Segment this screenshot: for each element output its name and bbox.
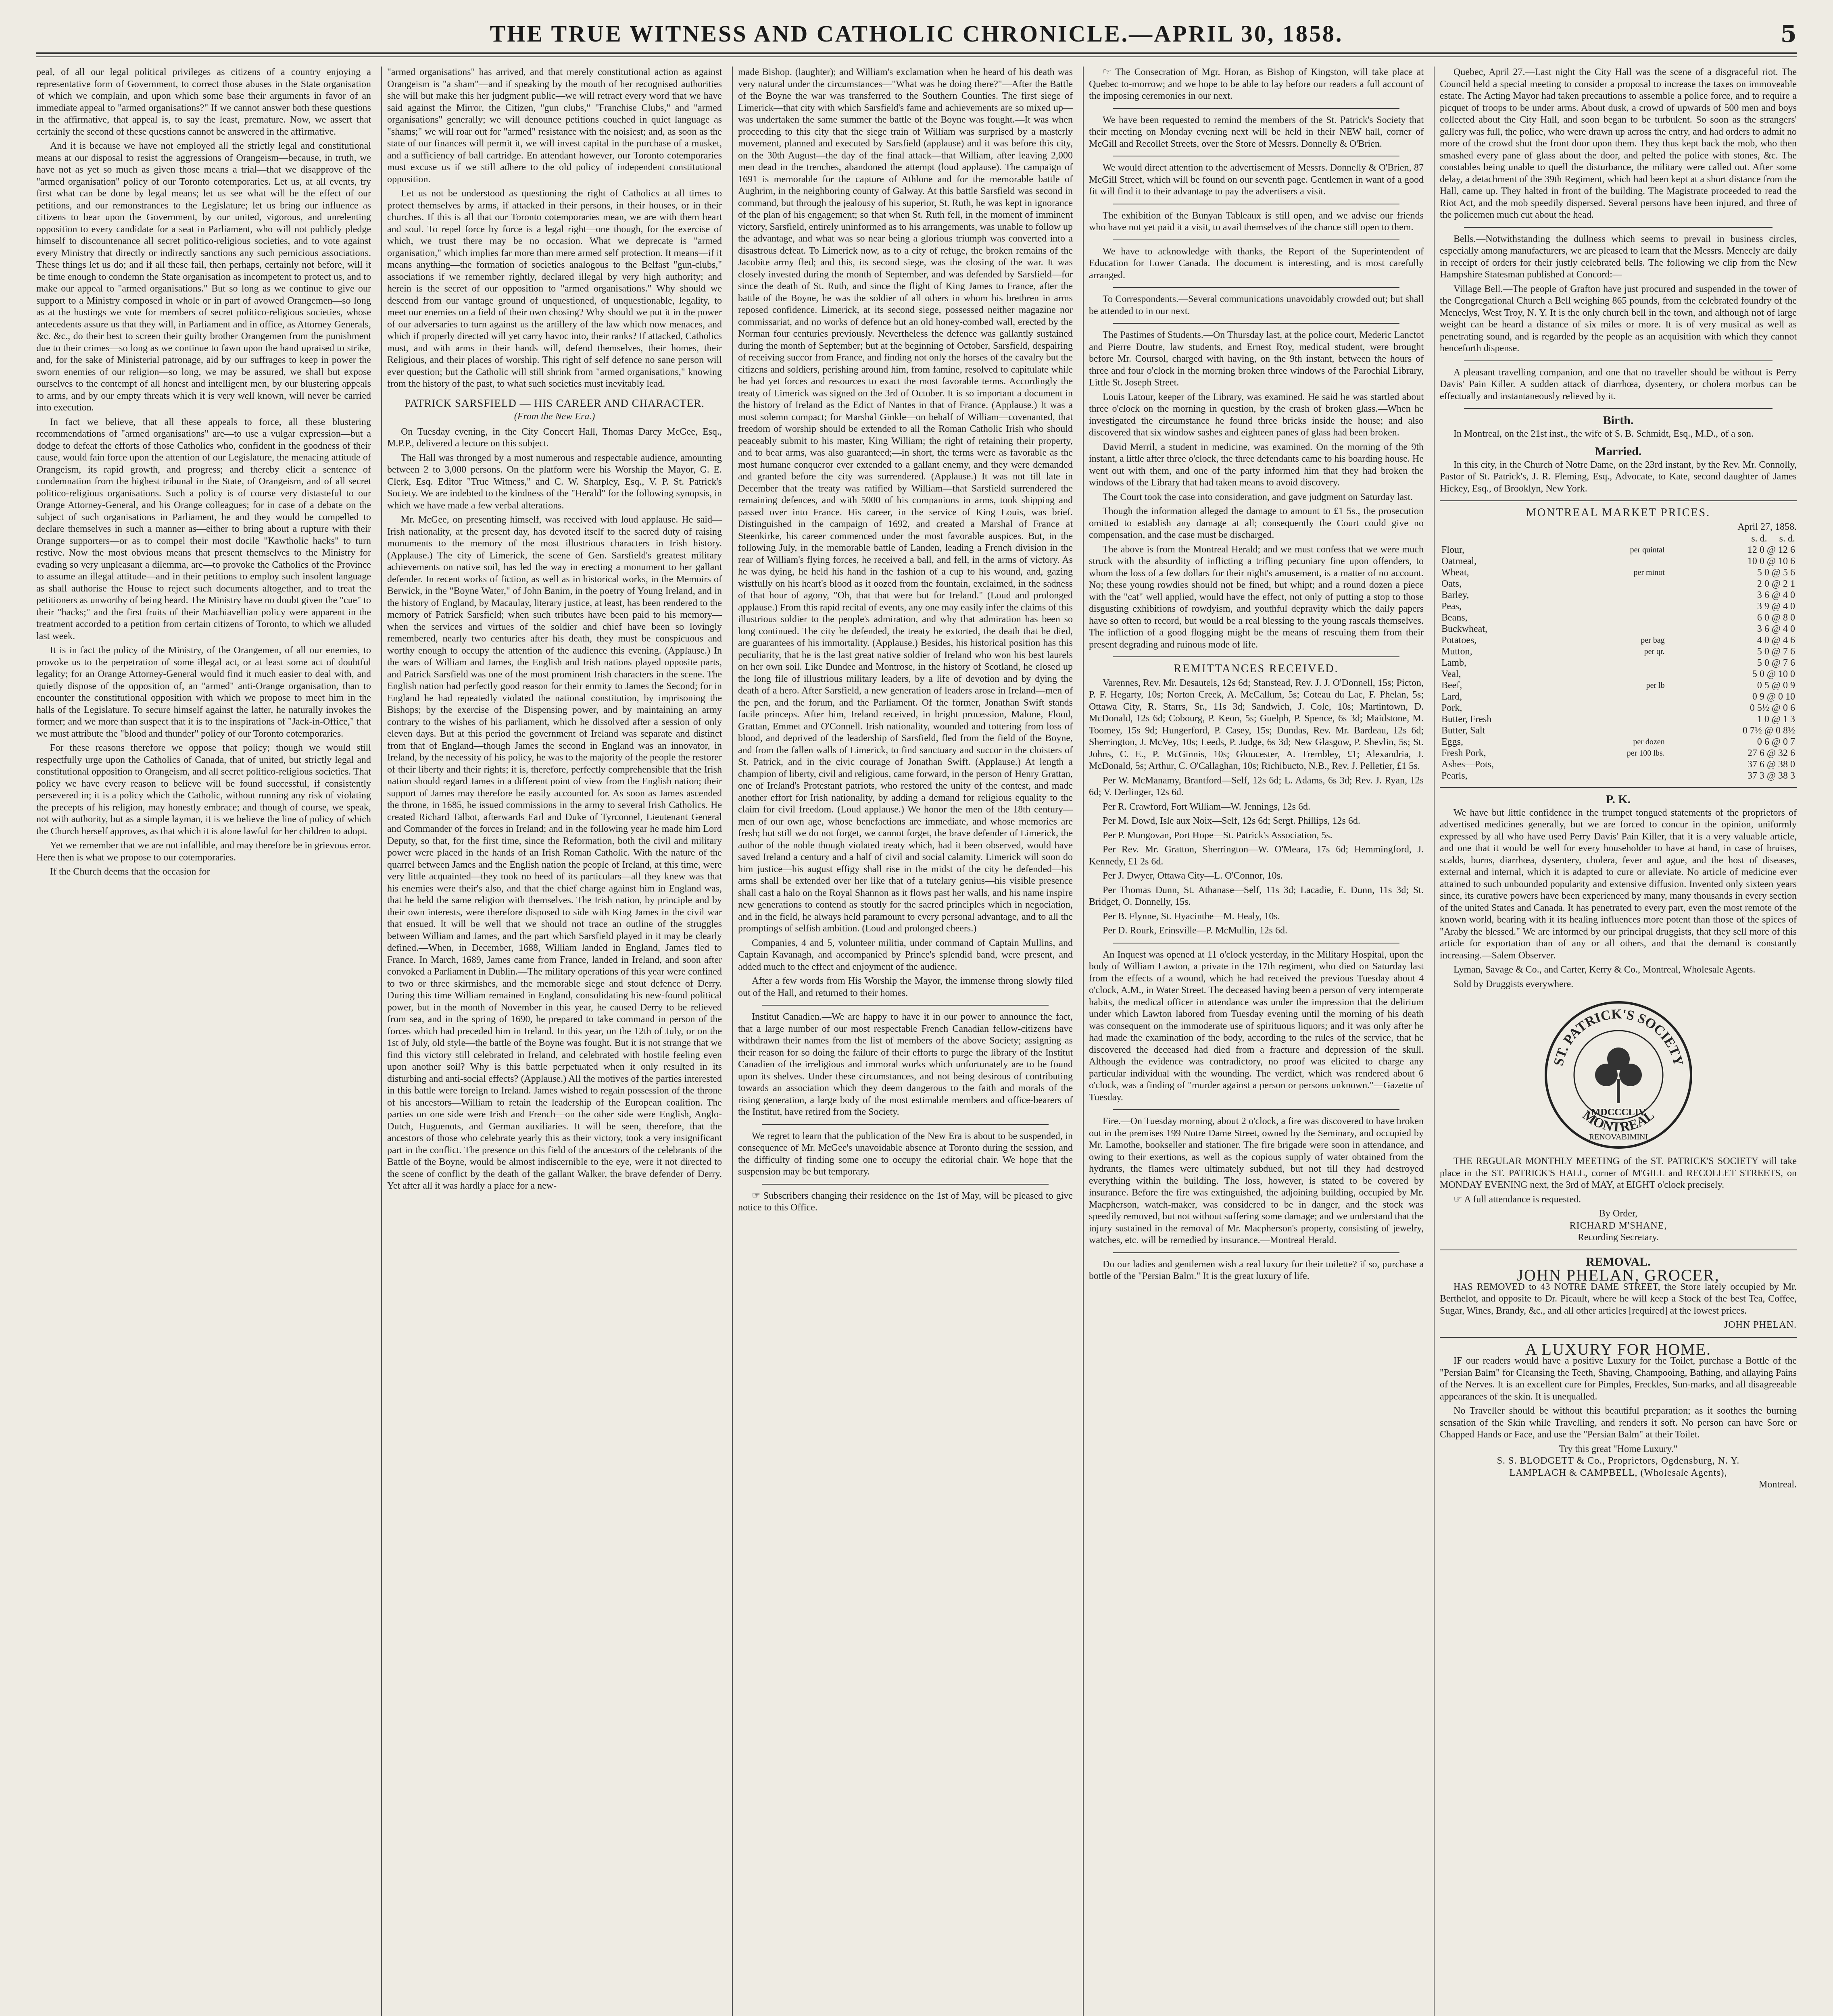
- remittances-heading: REMITTANCES RECEIVED.: [1174, 662, 1339, 675]
- column-divider: [732, 67, 733, 2016]
- society-meeting-note: ☞ A full attendance is requested.: [1453, 1194, 1581, 1205]
- market-price: 37 3 @ 38 3: [1747, 771, 1795, 781]
- market-unit: [1570, 578, 1666, 589]
- market-row: [1440, 759, 1797, 770]
- market-unit: [1570, 759, 1666, 770]
- remittances-item: Per D. Rourk, Erinsville—P. McMullin, 12s 6d.: [1103, 925, 1288, 936]
- market-item: Potatoes,: [1441, 635, 1477, 646]
- article-paragraph: "armed organisations" has arrived, and that merely constitutional action as against Orangeism is "a sham"—and if speaking by the mouth of her recognised authorities she will but make this her judgment public—we will retract every word that we have said against the Mirror, the Citizen, "gun clubs," "Franchise Clubs," and "armed organisations" generally; we will denounce petitions couched in quiet language as "shams;" we will roar out for "armed" resistance with the noisiest; and, as soon as the state of our finances will permit it, we will invest capital in the purchase of a musket, and a sufficiency of ball cartridge. En attendant however, our Toronto cotemporaries must excuse us if we still adhere to the old policy of independent constitutional opposition.: [387, 67, 722, 185]
- section-rule: [1464, 360, 1773, 361]
- market-item: Lard,: [1441, 691, 1462, 702]
- market-item: Peas,: [1441, 601, 1462, 612]
- phelan-advert: HAS REMOVED to 43 NOTRE DAME STREET, the Store lately occupied by Mr. Berthelot, and opposite to Dr. Picault, where he will keep a Stock of the best Tea, Coffee, Sugar, Wines, Brandy, &c., and all other articles [required] at the lowest prices.: [1440, 1281, 1797, 1316]
- article-paragraph: Louis Latour, keeper of the Library, was examined. He said he was startled about three o'clock on the morning in question, by the crash of broken glass.—When he investigated the circumstance he found three bricks inside the house; and also discovered that six window sashes and eighteen panes of glass had been broken.: [1089, 392, 1424, 438]
- section-rule: [1113, 108, 1399, 109]
- market-heading: MONTREAL MARKET PRICES.: [1526, 506, 1711, 519]
- notice-paragraph: ☞ The Consecration of Mgr. Horan, as Bishop of Kingston, will take place at Quebec to-morrow; and we hope to be able to lay before our readers a full account of the imposing ceremonies in our next.: [1089, 67, 1424, 101]
- section-rule: [1113, 287, 1399, 288]
- section-rule: [1113, 656, 1399, 657]
- market-unit: [1570, 589, 1666, 601]
- remittances-list: Varennes, Rev. Mr. Desautels, 12s 6d; Stanstead, Rev. J. J. O'Donnell, 15s; Picton, P. F. Hegarty, 10s; Norton Creek, A. McCallum, 5s; Coteau du Lac, F. Phelan, 5s; Ottawa City, R. Starrs, Sr., 11s 3d; Sandwich, J. Cole, 10s; Martintown, D. McDonald, 12s 6d; Cobourg, P. Keon, 5s; Guelph, P. Spence, 6s 3d; Maidstone, M. Toomey, 15s 9d; Hungerford, P. Casey, 15s; Dundas, Rev. Mr. Bardeau, 12s 6d; Sherrington, J. McVey, 10s; Leeds, P. Judge, 6s 3d; New Glasgow, P. Shevlin, 5s; St. Johns, C. E., P. McGinnis, 10s; Gloucester, A. Trembley, £1; Alexandria, J. McDonald, 5s; Arthur, C. O'Callaghan, 10s; Richibucto, N.B., Rev. J. Pelletier, £1 5s.: [1089, 677, 1424, 771]
- market-price: 0 7½ @ 0 8½: [1742, 725, 1795, 736]
- notice-paragraph: We have been requested to remind the members of the St. Patrick's Society that their meeting on Monday evening next will be held in their NEW hall, corner of McGill and Recollet Streets, over the Store of Messrs. Donnelly & O'Brien.: [1089, 115, 1424, 149]
- section-rule: [1440, 787, 1797, 788]
- article-paragraph: Let us not be understood as questioning the right of Catholics at all times to protect themselves by arms, if attacked in their persons, in their houses, or in their churches. If this is all that our Toronto cotemporaries mean, we are with them heart and soul. To repel force by force is a legal right—one though, for the exercise of which, we trust there may be no occasion. What we deprecate is "armed organisation," which implies far more than mere armed self protection. It means—if it means anything—the formation of societies analogous to the Belfast "gun-clubs," associations if we remember rightly, declared illegal by very high authority; and herein is the secret of our opposition to "armed organisations." Why should we descend from our vantage ground of unquestioned, of unquestionable, legality, to meet our enemies on a field of their own chosing? Why should we put it in the power of our adversaries to turn against us the artillery of the law which now menaces, and which if properly directed will yet carry havoc into, their ranks? If attacked, Catholics must, and with arms in their hands will, defend themselves, their homes, their Religious, and their places of worship. This right of self defence no sane person will ever question; but the Catholic will still shrink from "armed organisations," knowing from the history of the past, to what such societies must inevitably lead.: [387, 188, 722, 389]
- article-paragraph: Companies, 4 and 5, volunteer militia, under command of Captain Mullins, and Captain Kavanagh, and accompanied by Prince's splendid band, were present, and added much to the effect and enjoyment of the audience.: [738, 937, 1073, 972]
- pk-agents: Lyman, Savage & Co., and Carter, Kerry & Co., Montreal, Wholesale Agents.: [1453, 964, 1756, 975]
- society-meeting-order: By Order,: [1599, 1208, 1637, 1219]
- section-rule: [1113, 1109, 1399, 1110]
- section-rule: [1440, 500, 1797, 501]
- article-paragraph: On Tuesday evening, in the City Concert Hall, Thomas Darcy McGee, Esq., M.P.P., delivered a lecture on this subject.: [387, 426, 722, 449]
- market-price: 3 9 @ 4 0: [1757, 601, 1795, 612]
- article-paragraph: The Pastimes of Students.—On Thursday last, at the police court, Mederic Lanctot and Pierre Doutre, law students, and Ernest Roy, medical student, were brought before Mr. Coursol, charged with having, on the 9th instant, between the hours of three and four o'clock in the morning broken three windows of the Parochial Library, Little St. Joseph Street.: [1089, 330, 1424, 388]
- market-item: Wheat,: [1441, 567, 1469, 578]
- column-divider: [381, 67, 382, 2016]
- market-row: [1440, 578, 1797, 589]
- luxury-city: Montreal.: [1759, 1479, 1797, 1490]
- luxury-slogan: Try this great "Home Luxury.": [1559, 1443, 1678, 1454]
- article-paragraph: Do our ladies and gentlemen wish a real luxury for their toilette? if so, purchase a bottle of the "Persian Balm." It is the great luxury of life.: [1089, 1259, 1424, 1281]
- remittances-item: Per M. Dowd, Isle aux Noix—Self, 12s 6d; Sergt. Phillips, 12s 6d.: [1103, 816, 1360, 826]
- article-paragraph: Bells.—Notwithstanding the dullness which seems to prevail in business circles, especially among manufacturers, we are pleased to learn that the Messrs. Meneely are daily in receipt of orders for their justly celebrated bells. The following we clip from the New Hampshire Statesman published at Concord:—: [1440, 233, 1797, 280]
- column-3: [738, 67, 1073, 2016]
- market-row: [1440, 612, 1797, 623]
- section-rule: [1113, 1252, 1399, 1253]
- section-rule: [1113, 323, 1399, 324]
- market-row: [1440, 714, 1797, 725]
- market-row: [1440, 770, 1797, 781]
- article-paragraph: After a few words from His Worship the Mayor, the immense throng slowly filed out of the Hall, and returned to their homes.: [738, 976, 1073, 998]
- notice-paragraph: To Correspondents.—Several communications unavoidably crowded out; but shall be attended to in our next.: [1089, 294, 1424, 317]
- pk-sold: Sold by Druggists everywhere.: [1453, 979, 1574, 989]
- phelan-signature: JOHN PHELAN.: [1724, 1320, 1797, 1330]
- market-item: Pork,: [1441, 703, 1462, 713]
- masthead-rule: [36, 56, 1797, 57]
- market-item: Oats,: [1441, 579, 1462, 589]
- remittances-item: Per Thomas Dunn, St. Athanase—Self, 11s 3d; Lacadie, E. Dunn, 11s 3d; St. Bridget, O. Donnelly, 15s.: [1089, 885, 1424, 907]
- market-unit: per quintal: [1630, 546, 1665, 554]
- market-row: [1440, 702, 1797, 714]
- market-row: [1440, 748, 1797, 759]
- market-rows: [1440, 544, 1797, 781]
- article-paragraph: made Bishop. (laughter); and William's exclamation when he heard of his death was very natural under the circumstances—"What was he doing there?"—After the Battle of the Boyne the war was transferred to the Southern Counties. The first siege of Limerick—that city with which Sarsfield's fame and achievements are so mixed up—was undertaken the same summer the battle of the Boyne was fought.—It was when proceeding to this city that the siege train of William was surprised by a masterly movement, planned and executed by Sarsfield (applause) and it was before this city, on the 30th August—the day of the final attack—that William, after leaving 2,000 men dead in the trenches, abandoned the attempt (loud applause). The campaign of 1691 is memorable for the capture of Athlone and for the memorable battle of Aughrim, in the neighboring county of Galway. At this battle Sarsfield was second in command, but through the jealousy of his superior, St. Ruth, he was kept in ignorance of the plan of his engagement; so that when St. Ruth fell, in the moment of imminent victory, Sarsfield, entirely uninformed as to his arrangements, was unable to follow up the advantage, and what was so near being a glorious triumph was converted into a disastrous defeat. To Limerick now, as to a city of refuge, the broken remains of the Jacobite army fled; and this, its second siege, was the closing of the war. It was closely invested during the month of September, and was defended by Sarsfield—for since the death of St. Ruth, and since the flight of King James to France, after the battle of the Boyne, he was the soldier of all others in whom his brethren in arms reposed confidence. Limerick, at its second siege, possessed neither magazine nor commissariat, and no works of defence but an old honey-combed wall, erected by the Norman four centuries previously. Nevertheless the defence was gallantly sustained during the month of September; but at the beginning of October, Sarsfield, despairing of receiving succor from France, and finding not only the horses of the cavalry but the citizens and soldiers, perishing around him, from famine, resolved to capitulate while he had yet forces and resources to exact the most favorable terms. Accordingly the treaty of Limerick was signed on the 3rd of October. It is so important a document in the history of Ireland as the Edict of Nantes in that of France. (Applause.) It was a most solemn compact; for Marshal Ginkle—on behalf of William—covenanted, that freedom of worship should be extended to all the Roman Catholic Irish who should peaceably submit to his master, King William; the right of retaining their property, and to bear arms, was also guaranteed;—in short, the terms were as favorable as the most humane conqueror ever extended to a gallant enemy, and they were demanded and granted before the city was surrendered. (Applause.) It was not till late in December that the treaty was ratified by William—that Sarsfield surrendered the remaining defences, and with 5000 of his companions in arms, took shipping and passed over into France. His career, in the service of King Louis, was brief. Distinguished in the campaign of 1692, and created a Marshal of France at Steenkirke, his career commenced under the most favorable auspices. But, in the following July, in the memorable battle of Landen, leading a French division in the rear of William's flying forces, he received a ball, and fell, in the arms of victory. As he was dying, he held his hand in the fashion of a cup to his wound, and, gazing wistfully on his heart's blood as it oozed from the fountain, exclaimed, in the sadness of that hour of agony, "Oh, that that were but for Ireland." (Loud and prolonged applause.) From this rapid recital of events, any one may easily infer the claims of this illustrious soldier to the people's admiration, and why that admiration has been so long continued. The city he defended, the treaty he extorted, the death that he died, are guarantees of his immortality. (Applause.) Besides, his historical position has this peculiarity, that he is the last great native soldier of Ireland who won his best laurels on her own soil. Like Dundee and Montrose, in the history of Scotland, he closed up the long file of illustrious military leaders, by a life of devotion and by dying the death of a hero. After Sarsfield, a new generation of leaders arose in Ireland—men of the pen, and the forum, and the Parliament. Of the former, Jonathan Swift stands facile princeps. After him, Ireland received, in bright procession, Malone, Flood, Grattan, Emmet and O'Connell. Irish nationality, wounded and tottering from loss of blood, and deprived of the leadership of Sarsfield, fled from the field of the Boyne, and from the fallen walls of Limerick, to find sanctuary and succor in the cloisters of St. Patrick, and in the civic courage of Jonathan Swift. (Applause.) At length a champion of liberty, civil and religious, came forward, in the person of Henry Grattan, one of Ireland's Protestant patriots, who restored the unity of the contest, and made another effort for Irish nationality, by adding a demand for religious equality to the claim for civil freedom. (Loud applause.) We honor the men of the 18th century—men of our own age, whose benefactions are immediate, and whose memories are fresh; but still we do not forget, we cannot forget, the brave defender of Limerick, the author of the noble though violated treaty which, had it been observed, would have saved Ireland a century and a half of civil and social calamity. Limerick will soon do him justice—his august effigy shall rise in the midst of the city he defended—his arms shall be extended over her like that of a tutelary genius—his visible presence shall cast a halo on the Royal Shannon as it flows past her walls, and his name inspire new generations to contend as stoutly for the sacred principles which in negociation, and in the field, he always held paramount to every personal advantage, and to all the promptings of selfish ambition. (Loud and prolonged cheers.): [738, 67, 1073, 934]
- market-price: 10 0 @ 10 6: [1747, 556, 1795, 566]
- market-unit: [1570, 691, 1666, 702]
- market-price: 5 0 @ 7 6: [1757, 658, 1795, 668]
- market-row: [1440, 635, 1797, 646]
- article-paragraph: And it is because we have not employed all the strictly legal and constitutional means at our disposal to resist the aggressions of Orangeism—because, in truth, we have not as yet so much as given those means a trial—that we disapprove of the "armed organisation" policy of our Toronto cotemporaries. Let us, at all events, try first what can be done by legal means; let us see what will be the effect of our petitions, and our remonstrances to the Legislature; let us bring our influence as citizens to bear upon the Government, by our united, vigorous, and unrelenting opposition to every candidate for a seat in Parliament, who will not publicly pledge himself to discountenance all secret politico-religious societies, and to vote against every Ministry that directly or indirectly sanctions any such pernicious associations. These things let us do; and if all these fail, then perhaps, certainly not before, will it be time enough to condemn the State organisation as incompetent to protect us, and to make our appeal to "armed organisations." But so long as we continue to give our support to a Ministry composed in whole or in part of avowed Orangemen—so long as at the hustings we vote for members of secret politico-religious societies, whose antecedents assure us that they will, in Parliament and in office, as Attorney Generals, &c. &c., do their best to screen their guilty brother Orangemen from the punishment due to their crimes—so long as we continue to fawn upon the hand upraised to strike, and, for the sake of Ministerial patronage, aid by our suffrages to keep in power the sworn enemies of our religion—so long, we may be assured, we shall but expose ourselves to the contempt of all honest and intelligent men, by our blustering appeals to arms, and by our empty threats which it is very well known, will never be carried into execution.: [36, 141, 371, 413]
- market-item: Barley,: [1441, 590, 1469, 600]
- birth-notice: In Montreal, on the 21st inst., the wife of S. B. Schmidt, Esq., M.D., of a son.: [1453, 428, 1754, 439]
- market-item: Flour,: [1441, 545, 1465, 555]
- market-price: 5 0 @ 5 6: [1757, 567, 1795, 578]
- market-row: [1440, 646, 1797, 657]
- column-divider: [1083, 67, 1084, 2016]
- market-unit: [1570, 657, 1666, 669]
- market-price: 1 0 @ 1 3: [1757, 714, 1795, 725]
- market-row: [1440, 589, 1797, 601]
- remittances-item: Per W. McManamy, Brantford—Self, 12s 6d; L. Adams, 6s 3d; Rev. J. Ryan, 12s 6d; V. Derlinger, 12s 6d.: [1089, 775, 1424, 798]
- market-unit: [1570, 612, 1666, 623]
- seal-bottom-text: MONTREAL: [1579, 1107, 1657, 1135]
- article-paragraph: It is in fact the policy of the Ministry, of the Orangemen, of all our enemies, to provoke us to the perpetration of some illegal act, or at least some act of doubtful legality; for an Orange Attorney-General would find it much easier to deal with, and quietly dispose of the opposition of, an "armed" anti-Orange organisation, than to encounter the constitutional opposition with which we propose to meet him in the halls of the Legislature. To secure himself against the latter, he naturally invokes the former; and we more than suspect that it is to the inspirations of "Jack-in-Office," that we must attribute the "blood and thunder" policy of our Toronto cotemporaries.: [36, 645, 371, 739]
- market-unit: [1570, 623, 1666, 635]
- birth-heading: Birth.: [1603, 414, 1634, 427]
- market-row: [1440, 601, 1797, 612]
- article-headline: PATRICK SARSFIELD — HIS CAREER AND CHARACTER.: [405, 397, 705, 409]
- market-price: 4 0 @ 4 6: [1757, 635, 1795, 646]
- market-unit: per lb: [1646, 681, 1665, 690]
- luxury-proprietors: S. S. BLODGETT & Co., Proprietors, Ogdensburg, N. Y.: [1497, 1456, 1740, 1466]
- article-paragraph: Fire.—On Tuesday morning, about 2 o'clock, a fire was discovered to have broken out in the premises 199 Notre Dame Street, owned by the Seminary, and occupied by Mr. Lamothe, bookseller and stationer. The fire brigade were soon in attendance, and owing to their exertions, as well as the copious supply of water obtained from the hydrants, the flames were ultimately subdued, but not till they had destroyed everything within the building. The loss, however, is stated to be covered by insurance. Before the fire was extinguished, the adjoining building, occupied by Mr. Macpherson, watch-maker, was considered to be in danger, and the stock was speedily removed, but not without suffering some damage; and we understand that the injury sustained in the removal of Mr. Macpherson's property, consisting of jewelry, watches, etc. will be remedied by insurance.—Montreal Herald.: [1089, 1116, 1424, 1245]
- market-item: Beans,: [1441, 612, 1468, 623]
- article-paragraph: The Court took the case into consideration, and gave judgment on Saturday last.: [1103, 492, 1413, 502]
- society-secretary-title: Recording Secretary.: [1577, 1232, 1659, 1243]
- market-row: [1440, 691, 1797, 702]
- society-meeting-notice: THE REGULAR MONTHLY MEETING of the ST. PATRICK'S SOCIETY will take place in the ST. PATRICK'S HALL, corner of M'GILL and RECOLLET STREETS, on MONDAY EVENING next, the 3rd of MAY, at EIGHT o'clock precisely.: [1440, 1156, 1797, 1190]
- market-price: 37 6 @ 38 0: [1747, 759, 1795, 770]
- st-patricks-society-seal: [1542, 998, 1695, 1152]
- market-row: [1440, 556, 1797, 567]
- market-item: Pearls,: [1441, 771, 1468, 781]
- column-4: [1089, 67, 1424, 2016]
- seal-year: MDCCCLIV: [1591, 1107, 1645, 1118]
- column-divider: [1434, 67, 1435, 2016]
- market-item: Mutton,: [1441, 646, 1472, 657]
- market-price: 6 0 @ 8 0: [1757, 612, 1795, 623]
- seal-inner-ring: [1574, 1031, 1663, 1119]
- seal-top-text: ST. PATRICK'S SOCIETY: [1551, 1006, 1686, 1067]
- article-paragraph: peal, of all our legal political privileges as citizens of a country enjoying a representative form of Government, to correct those abuses in the State organisation of which we complain, and upon which some base their arguments in favor of an immediate appeal to "armed organisations?" If we cannot answer both these questions in the affirmative, that appeal is, to say the least, premature. Now, we assert that certainly the second of these questions cannot be answered in the affirmative.: [36, 67, 371, 137]
- article-paragraph: In fact we believe, that all these appeals to force, all these blustering recommendations of "armed organisations" are—to use a vulgar expression—but a dodge to defeat the efforts of those Catholics who, confident in the goodness of their cause, would fain force upon the attention of our Legislature, the menacing attitude of Orangeism, its rapid growth, and progress; and thereby elicit a sentence of condemnation from the highest tribunal in the State, of Orangeism, and of all secret politico-religious organisations. Such a policy is of course very distasteful to our Orange Attorney-General, and his Orange colleagues; for in case of a debate on the subject of such organisations in Parliament, he and they would be compelled to declare themselves in such a manner as—either to bring about a rupture with their Orange supporters—or as to compel their most docile "Kawtholic hacks" to turn restive. Now the most obvious means that present themselves to the Ministry for evading so very unpleasant a dilemma, are—to provoke the Catholics of the Province to assume an illegal attitude—and in their petitions to employ such insolent language as shall authorise the House to reject such documents altogether, and to treat the petitioners as unworthy of being heard. The Ministry have no doubt given the "cue" to their "hacks;" and the first fruits of their Machiavellian policy were apparent in the treatment accorded to a petition from certain citizens of Toronto, to which we alluded last week.: [36, 417, 371, 641]
- article-paragraph: The above is from the Montreal Herald; and we must confess that we were much struck with the absurdity of inflicting a trifling pecuniary fine upon offenders, to whom the loss of a few dollars for their night's amusement, is a matter of no account. No; these young rowdies should not be fined, but whipt; and a round dozen a piece with the "cat" well applied, would have the effect, not only of putting a stop to those disgusting exhibitions of rowdyism, and youthful depravity which the daily papers have so often to record, but would be a real blessing to the young rascals themselves. The infliction of a good flogging might be the means of rescuing them from their present degrading and ruinous mode of life.: [1089, 544, 1424, 650]
- remittances-item: Per P. Mungovan, Port Hope—St. Patrick's Association, 5s.: [1103, 830, 1333, 841]
- article-paragraph: An Inquest was opened at 11 o'clock yesterday, in the Military Hospital, upon the body of William Lawton, a private in the 17th regiment, who died on Saturday last from the effects of a wound, which he had received the previous Tuesday about 4 o'clock, A.M., in Water Street. The deceased having been a person of very intemperate habits, the medical officer in attendance was under the impression that the delirium under which Lawton labored from Tuesday evening until the morning of his death was consequent on the immoderate use of spirituous liquors; and it was only after he had made the examination of the body, according to the rules of the service, that he discovered the deceased had died from a fracture and depression of the skull. Although the evidence was contradictory, no proof was elicited to charge any particular individual with the wounding. The verdict, which was rendered about 6 o'clock, was a finding of "murder against a person or persons unknown."—Gazette of Tuesday.: [1089, 949, 1424, 1103]
- market-unit: per 100 lbs.: [1627, 749, 1665, 758]
- pk-heading: P. K.: [1606, 793, 1631, 806]
- article-paragraph: David Merril, a student in medicine, was examined. On the morning of the 9th instant, a little after three o'clock, the three defendants came to his boarding house. He went out with them, and one of the party informed him that they had broken the windows of the Library that had taken means to avoid discovery.: [1089, 442, 1424, 488]
- masthead-title: THE TRUE WITNESS AND CATHOLIC CHRONICLE.—APRIL 30, 1858.: [490, 21, 1343, 47]
- article-paragraph: The Hall was thronged by a most numerous and respectable audience, amounting between 2 to 3,000 persons. On the platform were his Worship the Mayor, G. E. Clerk, Esq. Editor "True Witness," and C. W. Sharpley, Esq., V. P. St. Patrick's Society. We are indebted to the kindness of the "Herald" for the following synopsis, in which we have made a few verbal alterations.: [387, 452, 722, 511]
- market-item: Lamb,: [1441, 658, 1466, 668]
- market-item: Beef,: [1441, 680, 1462, 691]
- remittances-item: Per J. Dwyer, Ottawa City—L. O'Connor, 10s.: [1103, 871, 1283, 881]
- seal-motto: RENOVABIMINI: [1589, 1133, 1648, 1141]
- notice-paragraph: The exhibition of the Bunyan Tableaux is still open, and we advise our friends who have not yet paid it a visit, to avail themselves of the chance still open to them.: [1089, 210, 1424, 233]
- market-item: Ashes—Pots,: [1441, 759, 1494, 770]
- market-unit: per minot: [1633, 568, 1665, 577]
- market-row: [1440, 544, 1797, 556]
- article-paragraph: We regret to learn that the publication of the New Era is about to be suspended, in consequence of Mr. McGee's unavoidable absence at Toronto during the session, and the difficulty of finding some one to occupy the editorial chair. We hope that the suspension may be but temporary.: [738, 1131, 1073, 1177]
- market-price: 27 6 @ 32 6: [1747, 748, 1795, 758]
- market-unit: per qr.: [1644, 647, 1665, 656]
- market-price: 0 6 @ 0 7: [1757, 737, 1795, 747]
- article-paragraph: Mr. McGee, on presenting himself, was received with loud applause. He said—Irish nationality, at the present day, has devoted itself to the sacred duty of raising monuments to the memory of the most illustrious characters in Irish history. (Applause.) The city of Limerick, the scene of Gen. Sarsfield's greatest military achievements on native soil, has led the way in erecting a monument to her gallant defender. In recent works of fiction, as well as in historical works, in the Memoirs of Berwick, in the "Boyne Water," of John Banim, in the poetry of Young Ireland, and in the history of England, by Macaulay, literary justice, at least, has been rendered to the memory of Patrick Sarsfield; when such tributes have been paid to his memory—when the services and virtues of the soldier and chief have been so lovingly remembered, nearly two centuries after his death, they must be conspicuous and worthy enough to occupy the attention of the audience this evening. (Applause.) In the wars of William and James, the English and Irish nations played opposite parts, and Patrick Sarsfield was one of the most prominent Irish characters in the scene. The English nation had perfectly good reason for their enmity to James the Second; for in England he had repeatedly violated the national constitution, by imprisoning the Bishops; by the exercise of the Dispensing power, and by maintaining an army contrary to the wishes of his parliament, which he dissolved after a session of only eleven days. But at this period the government of Ireland was separate and distinct from that of England—though James the second in England was an innovator, in Ireland, by the necessity of his policy, he was to the majority of the people the restorer of their liberty and their rights; it is, therefore, perfectly comprehensible that the Irish nation should regard James in a different point of view from the English nation; their support of James may therefore be easily accounted for. As soon as James ascended the throne, in 1685, he issued commissions in the army to several Irish Catholics. He created Richard Talbot, afterwards Earl and Duke of Tyrconnel, Lieutenant General and Commander of the forces in Ireland; and in the following year he made him Lord Deputy, so that, for the first time, since the Reformation, both the civil and military power were placed in the hands of an Irish Roman Catholic. With the nature of the quarrel between James and the English nation the people of Ireland, at this time, were very little acquainted—they took no heed of its particulars—all they knew was that his enemies were their's also, and that the chief charge against him in England was, that he held the same religion with themselves. The Irish nation, by principle and by their own interests, were therefore disposed to side with King James in the civil war that ensued. It will be well that we should not trace an outline of the struggles between William and James, and the part which Sarsfield played in it may be clearly defined.—When, in December, 1688, William landed in England, James fled to France. In March, 1689, James came from France, landed in Ireland, and soon after convoked a Parliament in Dublin.—The military operations of this year were confined to two or three skirmishes, and the memorable siege and stout defence of Derry. During this time William remained in England, consolidating his new-found political power, but in the month of November in this year, he caused Derry to be relieved from sea, and in the spring of 1690, he prepared to take command in person of the forces which had preceded him in Ireland. In this year, on the 12th of July, or on the 1st of July, old style—the battle of the Boyne was fought. But it is not strange that we find this victory still celebrated in Ireland, and celebrated with hostile feeling even upon another soil? Why is this battle perpetuated when it only resulted in its disturbing and anti-social effects? (Applause.) All the motives of the parties interested in this battle were foreign to Ireland. James wished to regain possession of the throne of his ancestors—William to retain the leadership of the European coalition. The parties on one side were Irish and French—on the other side were English, Anglo-Dutch, Huguenots, and German auxiliaries. It will be seen, therefore, that the ancestors of those who celebrate yearly this as their victory, took a very insignificant part in the conflict. The presence on this field of the ancestors of the celebrants of the Battle of the Boyne, would be almost indiscernible to the eye, were it not directed to the scene of conflict by the death of the gallant Walker, the brave defender of Derry. Yet after all it was hardly a place for a new-: [387, 514, 722, 1191]
- section-rule: [1464, 408, 1773, 409]
- market-header-cell: s. d. s. d.: [1751, 533, 1795, 544]
- market-item: Eggs,: [1441, 737, 1463, 747]
- market-price: 2 0 @ 2 1: [1757, 579, 1795, 589]
- article-paragraph: Village Bell.—The people of Grafton have just procured and suspended in the tower of the Congregational Church a Bell weighing 865 pounds, from the celebrated foundry of the Meneelys, West Troy, N. Y. It is the only church bell in the town, and although not of large weight can be heard a distance of six miles or more. It is of very musical as well as penetrating sound, and is regarded by the people as an acquisition with which they cannot henceforth dispense.: [1440, 283, 1797, 354]
- shamrock-icon: [1595, 1048, 1642, 1103]
- market-row: [1440, 657, 1797, 669]
- remittances-item: Per Rev. Mr. Gratton, Sherrington—W. O'Meara, 17s 6d; Hemmingford, J. Kennedy, £1 2s 6d.: [1089, 844, 1424, 867]
- pk-paragraph: We have but little confidence in the trumpet tongued statements of the proprietors of advertised medicines generally, but we are forced to concur in the opinion, uniformly expressed by all who have used Perry Davis' Pain Killer, that it is a very valuable article, and one that it would be well for every householder to have at hand, in case of bruises, scalds, burns, diarrhœa, dysentery, cholera, fever and ague, and the host of diseases, external and internal, which it is adapted to cure or alleviate. No article of medicine ever attained to such unbounded popularity and extensive diffusion. Invented only sixteen years since, its curative powers have been experienced by many, many thousands in every section of the united States and Canada. It has penetrated to every part, even the most remote of the known world, bearing with it its healing influences more potent than those of the spices of "Araby the blessed." We are informed by our principal druggists, that they sell more of this article for exportation than of any or all others, and that the demand is constantly increasing.—Salem Observer.: [1440, 807, 1797, 961]
- market-row: [1440, 725, 1797, 736]
- luxury-agents: LAMPLAGH & CAMPBELL, (Wholesale Agents),: [1509, 1467, 1727, 1478]
- market-row: [1440, 669, 1797, 680]
- market-item: Butter, Salt: [1441, 725, 1485, 736]
- market-unit: [1570, 556, 1666, 567]
- notice-paragraph: We have to acknowledge with thanks, the Report of the Superintendent of Education for Lower Canada. The document is interesting, and is most carefully arranged.: [1089, 246, 1424, 281]
- market-date: April 27, 1858.: [1737, 521, 1797, 532]
- market-row: [1440, 623, 1797, 635]
- remittances-item: Per R. Crawford, Fort William—W. Jennings, 12s 6d.: [1103, 801, 1311, 812]
- market-price: 12 0 @ 12 6: [1747, 545, 1795, 555]
- market-row: [1440, 736, 1797, 748]
- market-unit: per dozen: [1633, 737, 1665, 746]
- market-price: 5 0 @ 10 0: [1752, 669, 1795, 679]
- market-row: [1440, 567, 1797, 578]
- market-unit: [1570, 601, 1666, 612]
- luxury-advert: IF our readers would have a positive Luxury for the Toilet, purchase a Bottle of the "Persian Balm" for Cleansing the Teeth, Shaving, Champooing, Bathing, and allaying Pains of the Nerves. It is an excellent cure for Pimples, Freckles, Sun-marks, and all disagreeable appearances of the skin. It is unequalled.: [1440, 1356, 1797, 1402]
- remittances-item: Per B. Flynne, St. Hyacinthe—M. Healy, 10s.: [1103, 911, 1280, 922]
- market-unit: [1570, 714, 1666, 725]
- notice-paragraph: ☞ Subscribers changing their residence on the 1st of May, will be pleased to give notice to this Office.: [738, 1190, 1073, 1213]
- market-unit: [1570, 770, 1666, 781]
- column-2: [387, 67, 722, 2016]
- market-row: [1440, 680, 1797, 691]
- article-paragraph: A pleasant travelling companion, and one that no traveller should be without is Perry Davis' Pain Killer. A sudden attack of diarrhœa, dysentery, or cholera morbus can be effectually and instantaneously relieved by it.: [1440, 367, 1797, 402]
- market-price: 0 5 @ 0 9: [1757, 680, 1795, 691]
- market-price-table: [1440, 533, 1797, 781]
- masthead: [36, 16, 1797, 54]
- society-secretary-name: RICHARD M'SHANE,: [1569, 1220, 1667, 1231]
- market-item: Fresh Pork,: [1441, 748, 1486, 758]
- article-paragraph: Yet we remember that we are not infallible, and may therefore be in grievous error. Here then is what we propose to our cotemporaries.: [36, 840, 371, 863]
- section-rule: [762, 1124, 1049, 1125]
- article-source: (From the New Era.): [514, 411, 595, 422]
- article-paragraph: Though the information alleged the damage to amount to £1 5s., the prosecution omitted to establish any damage at all; consequently the Court could give no compensation, and the case must be discharged.: [1089, 506, 1424, 540]
- column-5: [1440, 67, 1797, 2016]
- page-number: 5: [1780, 20, 1797, 48]
- market-price: 0 5½ @ 0 6: [1750, 703, 1795, 713]
- section-rule: [1464, 227, 1773, 228]
- married-heading: Married.: [1595, 445, 1642, 458]
- notice-paragraph: We would direct attention to the advertisement of Messrs. Donnelly & O'Brien, 87 McGill Street, which will be found on our seventh page. Gentlemen in want of a good fit will find it to their advantage to pay the advertisers a visit.: [1089, 162, 1424, 197]
- market-header-row: [1440, 533, 1797, 544]
- article-paragraph: If the Church deems that the occasion for: [50, 866, 210, 877]
- article-paragraph: Quebec, April 27.—Last night the City Hall was the scene of a disgraceful riot. The Council held a special meeting to consider a proposal to increase the taxes on immoveable estate. The Acting Mayor had taken precautions to assemble a police force, and to require a picquet of troops to be under arms. About dusk, a crowd of upwards of 500 men and boys collected about the City Hall, and soon began to be turbulent. So soon as the strangers' gallery was full, the police, who were drawn up across the entry, and had orders to admit no more of the crowd shut the front door upon them. They thus kept back the mob, who then smashed every pane of glass about the door, and pelted the police with stones, &c. The constables being unable to quell the disturbance, the military were called out. After some delay, a detachment of the 39th Regiment, which had been kept at a short distance from the Hall, came up. They halted in front of the building. The Magistrate proceeded to read the Riot Act, and the mob speedily dispersed. Several persons have been injured, and three of the policemen much cut about the head.: [1440, 67, 1797, 220]
- market-price: 0 9 @ 0 10: [1752, 691, 1795, 702]
- luxury-heading: A LUXURY FOR HOME.: [1525, 1340, 1712, 1358]
- market-price: 5 0 @ 7 6: [1757, 646, 1795, 657]
- market-item: Oatmeal,: [1441, 556, 1477, 566]
- section-rule: [762, 1005, 1049, 1006]
- market-price: 3 6 @ 4 0: [1757, 624, 1795, 634]
- market-unit: [1570, 725, 1666, 736]
- married-notice: In this city, in the Church of Notre Dame, on the 23rd instant, by the Rev. Mr. Connolly, Pastor of St. Patrick's, J. R. Fleming, Esq., Advocate, to Kate, second daughter of James Hickey, Esq., of Brooklyn, New York.: [1440, 459, 1797, 494]
- market-item: Veal,: [1441, 669, 1461, 679]
- column-1: [36, 67, 371, 2016]
- article-paragraph: For these reasons therefore we oppose that policy; though we would still respectfully urge upon the Catholics of Canada, that of united, but strictly legal and constitutional opposition to Orangeism, and all secret politico-religious societies. That policy we have every reason to believe will be found successful, if consistently persevered in; it is a policy which the Catholic, without running any risk of violating the precepts of his religion, may honestly embrace; and though of course, we speak, not with authority, but as a simple layman, it is we believe the line of policy of which the Church herself approves, as that which it is alone lawful for her children to adopt.: [36, 743, 371, 837]
- market-price: 3 6 @ 4 0: [1757, 590, 1795, 600]
- market-item: Buckwheat,: [1441, 624, 1487, 634]
- phelan-heading: JOHN PHELAN, GROCER,: [1517, 1266, 1720, 1284]
- market-unit: [1570, 702, 1666, 714]
- section-rule: [762, 1184, 1049, 1185]
- market-unit: per bag: [1641, 636, 1665, 645]
- luxury-advert: No Traveller should be without this beautiful preparation; as it soothes the burning sensation of the Skin while Travelling, and renders it soft. No person can have Sore or Chapped Hands or Face, and use the "Persian Balm" at their Toilet.: [1440, 1406, 1797, 1440]
- market-item: Butter, Fresh: [1441, 714, 1492, 725]
- article-paragraph: Institut Canadien.—We are happy to have it in our power to announce the fact, that a large number of our most respectable French Canadian fellow-citizens have withdrawn their names from the list of members of the above Society; assigning as their reason for so doing the failure of their efforts to purge the library of the Institut Canadien of the irreligious and immoral works which unfortunately are to be found upon its shelves. Under these circumstances, and not being desirous of contributing towards an association which they deem dangerous to the faith and morals of the rising generation, a large body of the most estimable members and office-bearers of the Institut, have retired from the Society.: [738, 1012, 1073, 1117]
- removal-heading: REMOVAL.: [1586, 1255, 1651, 1268]
- market-unit: [1570, 669, 1666, 680]
- section-rule: [1440, 1337, 1797, 1338]
